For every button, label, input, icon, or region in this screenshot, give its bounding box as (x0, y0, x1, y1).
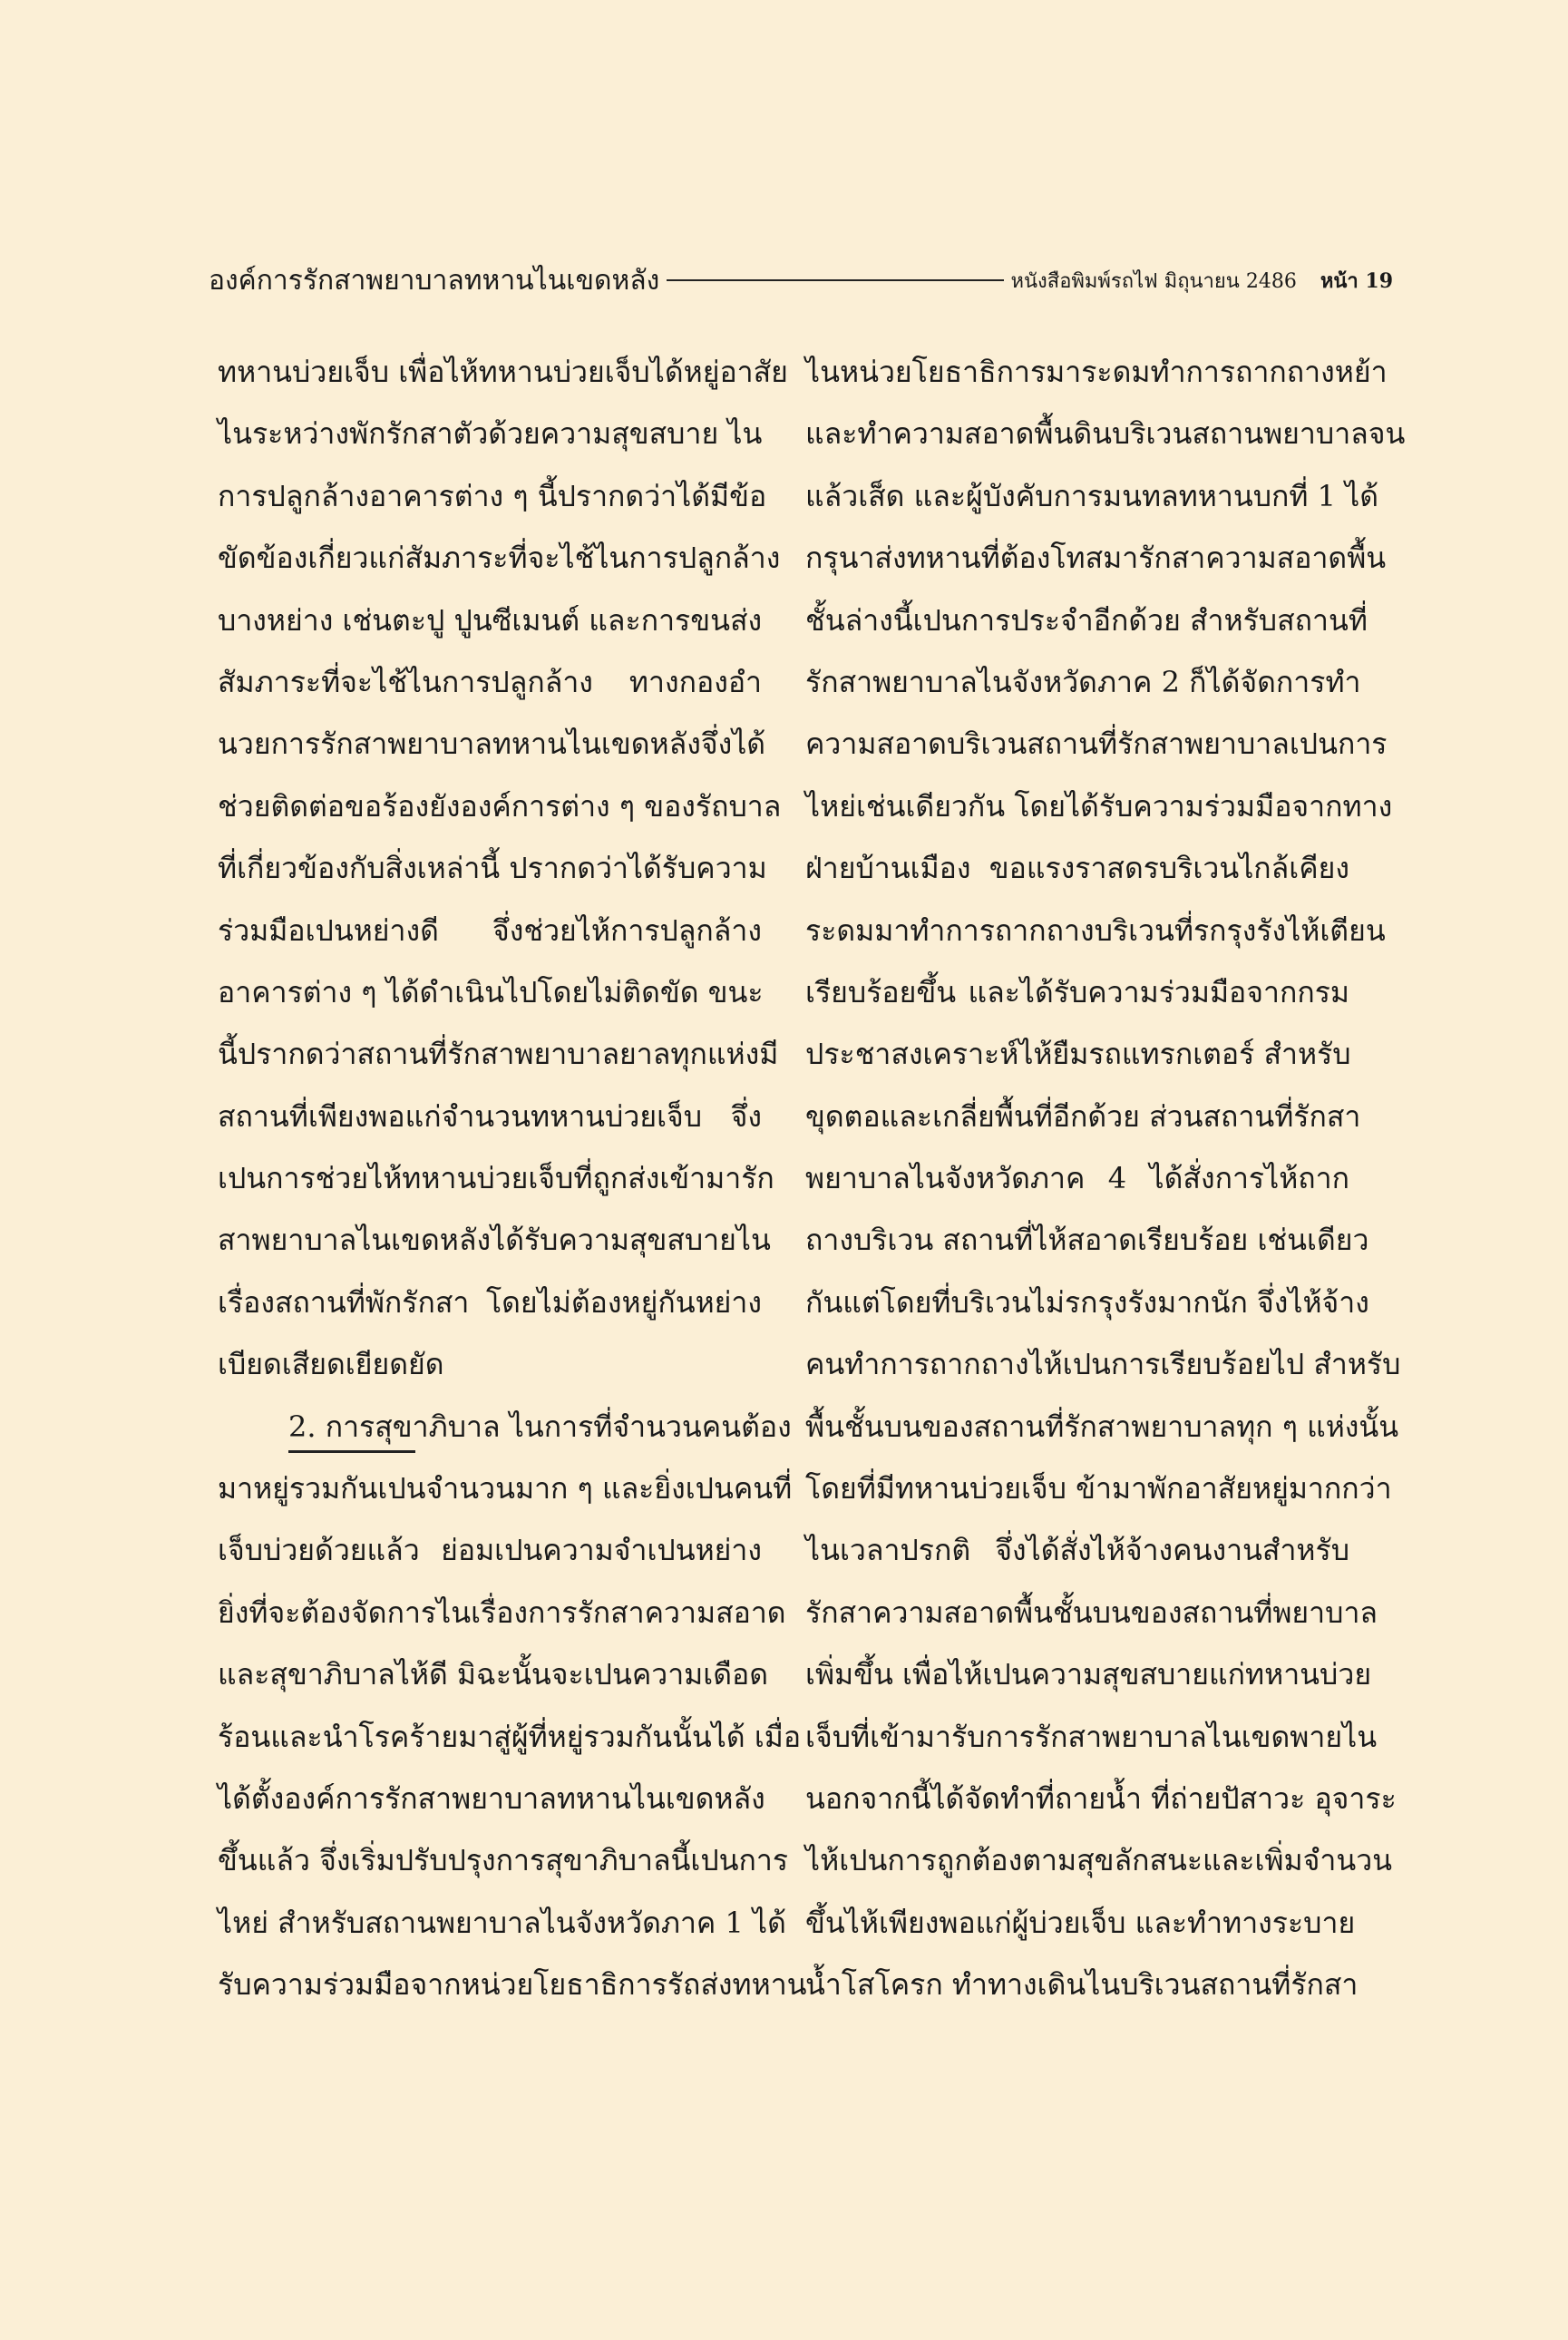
text-line: พยาบาลไนจังหวัดภาค 4 ได้สั่งการไห้ถาก (805, 1161, 1349, 1196)
text-line: เบียดเสียดเยียดยัด (218, 1347, 444, 1382)
text-line: ทหานบ่วยเจ็บ เพื่อไห้ทหานบ่วยเจ็บได้หยู่อาสัย (218, 355, 788, 389)
text-line: พื้นชั้นบนของสถานที่รักสาพยาบาลทุก ๆ แห่งนั้น (805, 1409, 1399, 1444)
text-line: และทำความสอาดพื้นดินบริเวนสถานพยาบาลจน (805, 416, 1406, 452)
text-line: เปนการช่วยไห้ทหานบ่วยเจ็บที่ถูกส่งเข้ามารัก (218, 1161, 774, 1196)
text-line: ขึ้นแล้ว จึ่งเริ่มปรับปรุงการสุขาภิบาลนี้เปนการ (218, 1843, 789, 1878)
text-line: โดยที่มีทหานบ่วยเจ็บ ข้ามาพักอาสัยหยู่มากกว่า (805, 1471, 1392, 1506)
text-line: รักสาความสอาดพื้นชั้นบนของสถานที่พยาบาล (805, 1594, 1378, 1630)
text-line: สัมภาระที่จะไช้ไนการปลูกล้าง ทางกองอำ (218, 664, 762, 699)
text-line: ฝ่ายบ้านเมือง ขอแรงราสดรบริเวนไกล้เคียง (805, 851, 1349, 886)
text-line: คนทำการถากถางไห้เปนการเรียบร้อยไป สำหรับ (805, 1347, 1401, 1382)
page-header (209, 262, 1393, 298)
text-line: ไนระหว่างพักรักสาตัวด้วยความสุขสบาย ไน (218, 416, 763, 452)
text-line: ขัดข้องเกี่ยวแก่สัมภาระที่จะไช้ไนการปลูกล้าง (218, 541, 781, 576)
text-line: และสุขาภิบาลไห้ดี มิฉะนั้นจะเปนความเดือด (218, 1657, 768, 1692)
text-line: ไนหน่วยโยธาธิการมาระดมทำการถากถางหย้า (805, 355, 1388, 389)
text-line: เรื่องสถานที่พักรักสา โดยไม่ต้องหยู่กันหย่าง (218, 1284, 762, 1320)
text-line: ระดมมาทำการถากถางบริเวนที่รกรุงรังไห้เตียน (805, 912, 1386, 948)
text-line: นวยการรักสาพยาบาลทหานไนเขดหลังจึ่งได้ (218, 726, 766, 762)
text-line: ได้ตั้งองค์การรักสาพยาบาลทหานไนเขดหลัง (218, 1780, 765, 1816)
section-heading-text: 2. การสุขาภิบาล ไนการที่จำนวนคนต้อง (288, 1409, 792, 1444)
text-line: เรียบร้อยขึ้น และได้รับความร่วมมือจากกรม (805, 974, 1349, 1009)
text-line: ประชาสงเคราะห์ไห้ยืมรถแทรกเตอร์ สำหรับ (805, 1037, 1351, 1072)
right-column (805, 341, 1406, 2016)
text-line: ไนเวลาปรกติ จึ่งได้สั่งไห้จ้างคนงานสำหรับ (805, 1533, 1349, 1568)
text-line: นอกจากนี้ได้จัดทำที่ถายน้ำ ที่ถ่ายปัสาวะ อุจาระ (805, 1780, 1397, 1816)
text-line: ชั้นล่างนี้เปนการประจำอีกด้วย สำหรับสถานที่ (805, 602, 1368, 638)
text-line: ยิ่งที่จะต้องจัดการไนเรื่องการรักสาความสอาด (218, 1594, 786, 1630)
text-line: ไหย่เช่นเดียวกัน โดยได้รับความร่วมมือจากทาง (805, 788, 1393, 824)
heading-underline (288, 1450, 415, 1453)
text-line: มาหยู่รวมกันเปนจำนวนมาก ๆ และยิ่งเปนคนที่ (218, 1471, 793, 1506)
section-heading-line (218, 1396, 792, 1458)
text-line: กรุนาส่งทหานที่ต้องโทสมารักสาความสอาดพื้น (805, 541, 1387, 576)
text-line: กันแต่โดยที่บริเวนไม่รกรุงรังมากนัก จึ่งไห้จ้าง (805, 1284, 1369, 1320)
header-rule (667, 279, 1003, 281)
text-line: ไหย่ สำหรับสถานพยาบาลไนจังหวัดภาค 1 ได้ (218, 1905, 786, 1940)
text-line: เพิ่มขึ้น เพื่อไห้เปนความสุขสบายแก่ทหานบ่วย (805, 1657, 1372, 1692)
text-line: น้ำโสโครก ทำทางเดินไนบริเวนสถานที่รักสา (805, 1967, 1359, 2003)
running-title: องค์การรักสาพยาบาลทหานไนเขดหลัง (209, 264, 660, 297)
text-line: สถานที่เพียงพอแก่จำนวนทหานบ่วยเจ็บ จึ่ง (218, 1098, 762, 1134)
text-line: เจ็บบ่วยด้วยแล้ว ย่อมเปนความจำเปนหย่าง (218, 1533, 762, 1568)
text-line: ความสอาดบริเวนสถานที่รักสาพยาบาลเปนการ (805, 726, 1388, 762)
text-line: ที่เกี่ยวข้องกับสิ่งเหล่านี้ ปรากดว่าได้รับความ (218, 851, 767, 886)
text-line: อาคารต่าง ๆ ได้ดำเนินไปโดยไม่ติดขัด ขนะ (218, 974, 764, 1009)
text-line: สาพยาบาลไนเขดหลังได้รับความสุขสบายไน (218, 1223, 771, 1258)
text-line: นี้ปรากดว่าสถานที่รักสาพยาบาลยาลทุกแห่งมี (218, 1037, 779, 1072)
text-line: ร่วมมือเปนหย่างดี จึ่งช่วยไห้การปลูกล้าง (218, 912, 762, 948)
page-number: หน้า 19 (1320, 268, 1393, 293)
text-line: การปลูกล้างอาคารต่าง ๆ นี้ปรากดว่าได้มีข้อ (218, 478, 767, 513)
text-line: เจ็บที่เข้ามารับการรักสาพยาบาลไนเขดพายไน (805, 1719, 1378, 1754)
text-line: ขึ้นไห้เพียงพอแก่ผู้บ่วยเจ็บ และทำทางระบาย (805, 1905, 1356, 1940)
text-line: ไห้เปนการถูกต้องตามสุขลักสนะและเพิ่มจำนวน (805, 1843, 1393, 1878)
text-line: ร้อนและนำโรคร้ายมาสู่ผู้ที่หยู่รวมกันนั้นได้ เมื่อ (218, 1719, 802, 1754)
text-line: ขุดตอและเกลี่ยพื้นที่อีกด้วย ส่วนสถานที่รักสา (805, 1098, 1361, 1134)
text-line: แล้วเส็ด และผู้บังคับการมนทลทหานบกที่ 1 ได้ (805, 478, 1379, 513)
left-column (218, 341, 807, 2016)
text-line: รักสาพยาบาลไนจังหวัดภาค 2 ก็ได้จัดการทำ (805, 664, 1361, 699)
text-line: ช่วยติดต่อขอร้องยังองค์การต่าง ๆ ของรัถบาล (218, 788, 782, 824)
text-line: บางหย่าง เช่นตะปู ปูนซีเมนต์ และการขนส่ง (218, 602, 763, 638)
publication-date: หนังสือพิมพ์รถไฟ มิถุนายน 2486 (1010, 269, 1297, 293)
text-line: รับความร่วมมือจากหน่วยโยธาธิการรัถส่งทหาน (218, 1967, 807, 2003)
text-line: ถางบริเวน สถานที่ไห้สอาดเรียบร้อย เช่นเดียว (805, 1223, 1369, 1258)
